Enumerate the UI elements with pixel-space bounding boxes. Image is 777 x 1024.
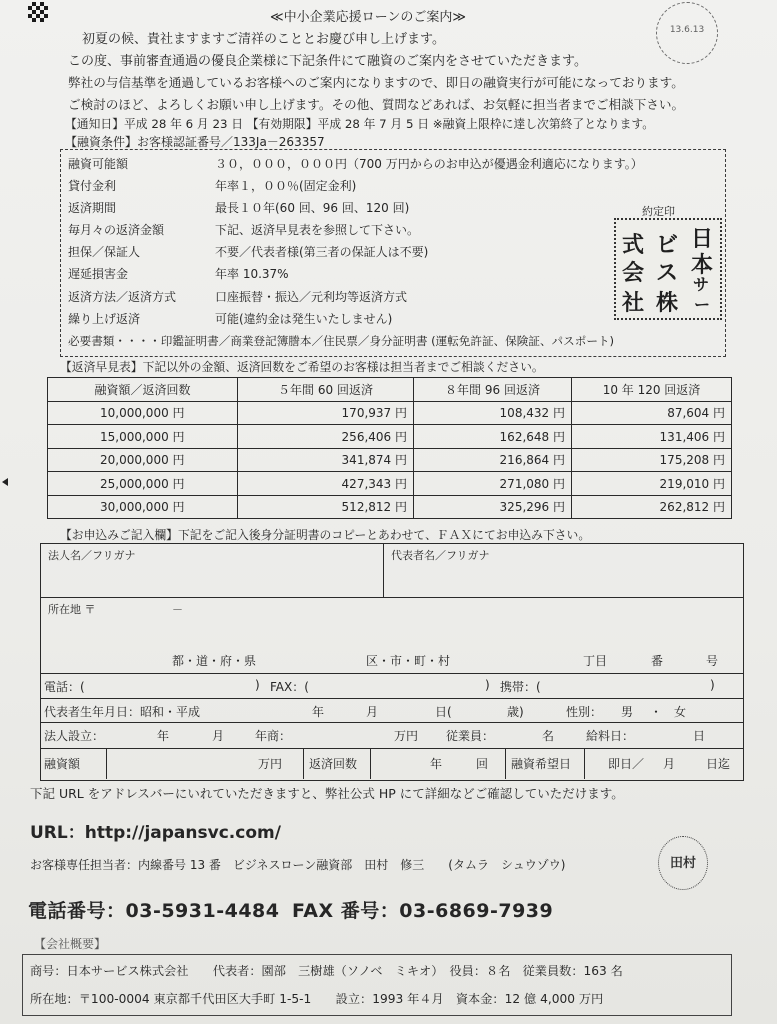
table-row xyxy=(48,495,732,519)
gender-female-option[interactable]: 女 xyxy=(674,705,687,719)
seal-char: 日 xyxy=(691,227,713,252)
city-label: 区・市・町・村 xyxy=(366,654,451,668)
contact-person: お客様専任担当者：内線番号 13 番 ビジネスローン融資部 田村 修三 (タムラ シュウゾウ) xyxy=(30,858,566,872)
seal-char: 本 xyxy=(691,253,713,278)
loan-amount-field[interactable]: 万円 xyxy=(258,757,283,771)
intro-line-2: この度、事前審査通過の優良企業様に下記条件にて融資のご案内をさせていただきます。 xyxy=(68,54,587,69)
company-url-link[interactable]: URL：http://japansvc.com/ xyxy=(30,823,281,843)
table-cell: 87,604 円 xyxy=(572,401,732,425)
condition-value: 最長１０年(60 回、96 回、120 回) xyxy=(215,201,410,215)
column-header: 10 年 120 回返済 xyxy=(572,378,732,402)
company-heading: 【会社概要】 xyxy=(34,937,107,951)
repayment-heading: 【返済早見表】下記以外の金額、返済回数をご希望のお客様は担当者までご相談ください。 xyxy=(60,360,544,374)
personal-stamp-text: 田村 xyxy=(669,856,696,871)
divider xyxy=(505,748,506,779)
condition-value: 可能(違約金は発生いたしません) xyxy=(215,312,393,326)
table-cell: 271,080 円 xyxy=(414,472,572,496)
company-seal xyxy=(614,218,722,320)
condition-label: 担保／保証人 xyxy=(68,245,141,259)
phone-close: ) xyxy=(255,678,260,692)
divider xyxy=(40,722,744,723)
column-header: ８年間 96 回返済 xyxy=(414,378,572,402)
divider xyxy=(106,748,107,779)
table-cell: 325,296 円 xyxy=(414,495,572,519)
condition-label: 返済方法／返済方式 xyxy=(68,290,177,304)
condition-value: 下記、返済早見表を参照して下さい。 xyxy=(215,223,420,237)
table-row xyxy=(48,425,732,449)
postmark-date: 13.6.13 xyxy=(669,25,705,35)
payday-unit: 日 xyxy=(693,729,706,743)
annual-sales-field[interactable]: 年商： xyxy=(255,729,292,743)
company-line-2: 所在地：〒100-0004 東京都千代田区大手町 1-5-1 設立：1993 年４月 資本金：12 億 4,000 万円 xyxy=(30,992,604,1006)
table-row xyxy=(48,448,732,472)
table-row xyxy=(48,472,732,496)
column-header: ５年間 60 回返済 xyxy=(238,378,414,402)
conditions-heading: 【融資条件】お客様認証番号／133Ja－263357 xyxy=(65,135,325,149)
seal-char: 会 xyxy=(622,261,644,286)
gender-male-option[interactable]: 男 xyxy=(621,705,634,719)
column-header: 融資額／返済回数 xyxy=(48,378,238,402)
repay-times-field[interactable]: 回 xyxy=(476,757,489,771)
gender-label: 性別： xyxy=(566,705,603,719)
condition-label: 毎月々の返済金額 xyxy=(68,223,165,237)
condition-value: 口座振替・振込／元利均等返済方式 xyxy=(215,290,408,304)
desired-month-field[interactable]: 月 xyxy=(663,757,676,771)
corner-marker xyxy=(28,2,48,22)
notice-line: 【通知日】平成 28 年 6 月 23 日 【有効期限】平成 28 年 7 月 5 日 ※融資上限枠に達し次第終了となります。 xyxy=(65,117,655,131)
desired-day-field[interactable]: 日迄 xyxy=(706,757,731,771)
personal-stamp xyxy=(658,836,708,890)
seal-char: ス xyxy=(656,261,678,286)
chome-label: 丁目 xyxy=(583,654,608,668)
birth-month: 月 xyxy=(366,705,379,719)
required-docs: 必要書類・・・・印鑑証明書／商業登記簿謄本／住民票／身分証明書 (運転免許証、保険証、パスポート) xyxy=(68,334,615,348)
intro-line-3: 弊社の与信基準を通過しているお客様へのご案内になりますので、即日の融資実行が可能になっております。 xyxy=(68,75,684,90)
mobile-close: ) xyxy=(710,678,715,692)
company-line-1: 商号：日本サービス株式会社 代表者：園部 三樹雄（ソノベ ミキオ） 役員：８名 従業員数：163 名 xyxy=(30,964,623,978)
table-cell: 162,648 円 xyxy=(414,425,572,449)
fax-field[interactable]: FAX：( xyxy=(270,680,309,694)
divider xyxy=(383,543,384,597)
condition-label: 繰り上げ返済 xyxy=(68,312,141,326)
table-cell: 108,432 円 xyxy=(414,401,572,425)
postal-dash: － xyxy=(172,603,183,616)
table-cell: 512,812 円 xyxy=(238,495,414,519)
table-cell: 175,208 円 xyxy=(572,448,732,472)
banchi-label: 番 xyxy=(651,654,664,668)
contact-fax: FAX 番号：03-6869-7939 xyxy=(292,900,554,922)
condition-value: 年率 10.37% xyxy=(215,267,289,281)
established-month: 月 xyxy=(212,729,225,743)
side-arrow-icon xyxy=(2,478,8,486)
seal-char: ー xyxy=(694,295,710,314)
birth-field[interactable]: 代表者生年月日：昭和・平成 xyxy=(44,705,201,719)
table-cell: 15,000,000 円 xyxy=(48,425,238,449)
table-cell: 216,864 円 xyxy=(414,448,572,472)
seal-heading: 約定印 xyxy=(642,205,675,218)
established-year: 年 xyxy=(157,729,170,743)
table-cell: 427,343 円 xyxy=(238,472,414,496)
established-field[interactable]: 法人設立： xyxy=(44,729,105,743)
loan-amount-label: 融資額 xyxy=(44,757,81,771)
table-cell: 170,937 円 xyxy=(238,401,414,425)
address-label: 所在地 〒 xyxy=(48,603,96,616)
table-cell: 262,812 円 xyxy=(572,495,732,519)
condition-value: ３０，０００，０００円（700 万円からのお申込が優遇金利適応になります。） xyxy=(215,157,643,171)
page-title: ≪中小企業応援ローンのご案内≫ xyxy=(270,10,466,25)
seal-char: 社 xyxy=(622,291,644,316)
table-header-row xyxy=(48,378,732,402)
table-cell: 25,000,000 円 xyxy=(48,472,238,496)
table-cell: 219,010 円 xyxy=(572,472,732,496)
condition-label: 返済期間 xyxy=(68,201,117,215)
annual-sales-unit: 万円 xyxy=(394,729,419,743)
condition-value: 不要／代表者様(第三者の保証人は不要) xyxy=(215,245,429,259)
divider xyxy=(40,748,744,749)
payday-field[interactable]: 給料日： xyxy=(586,729,635,743)
corp-name-field[interactable]: 法人名／フリガナ xyxy=(48,549,136,562)
divider xyxy=(40,597,744,598)
form-heading: 【お申込みご記入欄】下記をご記入後身分証明書のコピーとあわせて、ＦＡＸにてお申込み下さい。 xyxy=(60,528,591,542)
repayment-table xyxy=(47,377,732,519)
condition-label: 遅延損害金 xyxy=(68,267,129,281)
rep-name-field[interactable]: 代表者名／フリガナ xyxy=(391,549,490,562)
birth-year: 年 xyxy=(312,705,325,719)
employees-field[interactable]: 従業員： xyxy=(446,729,495,743)
url-note: 下記 URL をアドレスバーにいれていただきますと、弊社公式 HP にて詳細などご確認していただけます。 xyxy=(30,786,624,801)
repay-count-label: 返済回数 xyxy=(309,757,358,771)
age-label: 歳) xyxy=(507,705,524,719)
condition-label: 貸付金利 xyxy=(68,179,117,193)
birth-day: 日( xyxy=(435,705,452,719)
gender-separator: ・ xyxy=(650,705,663,719)
go-label: 号 xyxy=(706,654,719,668)
table-cell: 20,000,000 円 xyxy=(48,448,238,472)
seal-char: 株 xyxy=(656,291,678,316)
desired-sokujitsu-option[interactable]: 即日／ xyxy=(608,757,645,771)
fax-close: ) xyxy=(485,678,490,692)
divider xyxy=(303,748,304,779)
divider xyxy=(370,748,371,779)
table-cell: 30,000,000 円 xyxy=(48,495,238,519)
condition-label: 融資可能額 xyxy=(68,157,129,171)
table-cell: 131,406 円 xyxy=(572,425,732,449)
phone-field[interactable]: 電話：( xyxy=(44,680,85,694)
seal-char: ビ xyxy=(656,233,678,258)
condition-value: 年率１，００％(固定金利) xyxy=(215,179,357,193)
repay-years-field[interactable]: 年 xyxy=(430,757,443,771)
table-row xyxy=(48,401,732,425)
divider xyxy=(40,698,744,699)
contact-phone: 電話番号：03-5931-4484 xyxy=(28,900,280,922)
table-cell: 341,874 円 xyxy=(238,448,414,472)
intro-line-4: ご検討のほど、よろしくお願い申し上げます。その他、質問などあれば、お気軽に担当者までご相談下さい。 xyxy=(68,97,685,112)
postmark-stamp xyxy=(656,2,718,64)
divider xyxy=(40,673,744,674)
intro-line-1: 初夏の候、貴社ますますご清祥のこととお慶び申し上げます。 xyxy=(82,32,445,47)
pref-label: 都・道・府・県 xyxy=(172,654,257,668)
seal-char: 式 xyxy=(622,233,644,258)
table-cell: 256,406 円 xyxy=(238,425,414,449)
divider xyxy=(584,748,585,779)
employees-unit: 名 xyxy=(542,729,555,743)
seal-char: サ xyxy=(693,275,709,294)
table-cell: 10,000,000 円 xyxy=(48,401,238,425)
desired-date-label: 融資希望日 xyxy=(511,757,572,771)
mobile-field[interactable]: 携帯：( xyxy=(500,680,541,694)
